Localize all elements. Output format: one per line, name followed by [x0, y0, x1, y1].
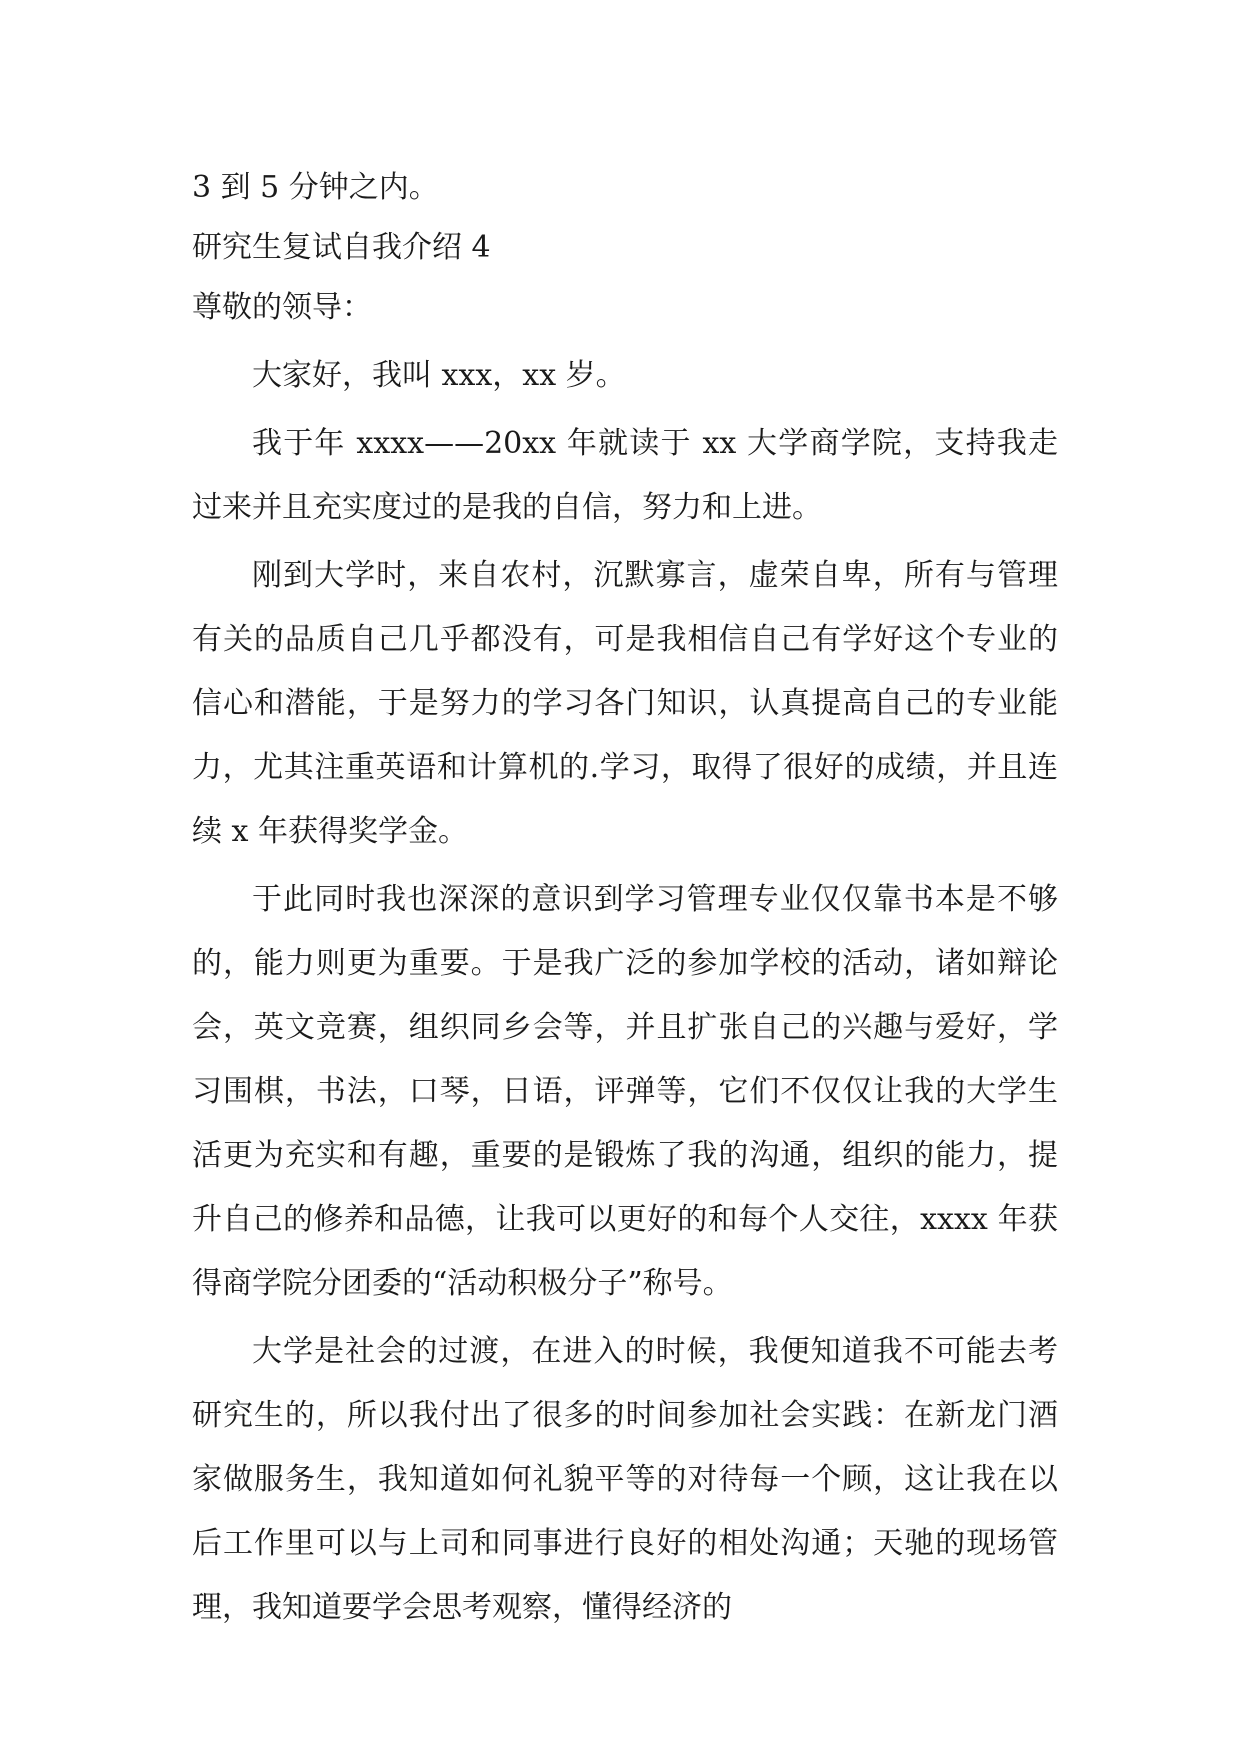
paragraph-education: 我于年 xxxx——20xx 年就读于 xx 大学商学院，支持我走过来并且充实度过的是我的自信，努力和上进。	[192, 426, 1058, 525]
paragraph-greeting: 大家好，我叫 xxx，xx 岁。	[252, 358, 626, 393]
section-title: 研究生复试自我介绍 4	[192, 230, 491, 265]
intro-line: 3 到 5 分钟之内。	[192, 170, 439, 205]
paragraph-practice: 大学是社会的过渡，在进入的时候，我便知道我不可能去考研究生的，所以我付出了很多的时间参加社会实践：在新龙门酒家做服务生，我知道如何礼貌平等的对待每一个顾，这让我在以后工作里可以与上司和同事进行良好的相处沟通；天驰的现场管理，我知道要学会思考观察，懂得经济的	[192, 1334, 1058, 1625]
document-body	[192, 158, 1058, 1640]
salutation: 尊敬的领导：	[192, 290, 372, 325]
paragraph-study: 刚到大学时，来自农村，沉默寡言，虚荣自卑，所有与管理有关的品质自己几乎都没有，可是我相信自己有学好这个专业的信心和潜能，于是努力的学习各门知识，认真提高自己的专业能力，尤其注重英语和计算机的.学习，取得了很好的成绩，并且连续 x 年获得奖学金。	[192, 558, 1058, 849]
paragraph-activities: 于此同时我也深深的意识到学习管理专业仅仅靠书本是不够的，能力则更为重要。于是我广泛的参加学校的活动，诸如辩论会，英文竞赛，组织同乡会等，并且扩张自己的兴趣与爱好，学习围棋，书法，口琴，日语，评弹等，它们不仅仅让我的大学生活更为充实和有趣，重要的是锻炼了我的沟通，组织的能力，提升自己的修养和品德，让我可以更好的和每个人交往，xxxx 年获得商学院分团委的“活动积极分子”称号。	[192, 882, 1058, 1301]
